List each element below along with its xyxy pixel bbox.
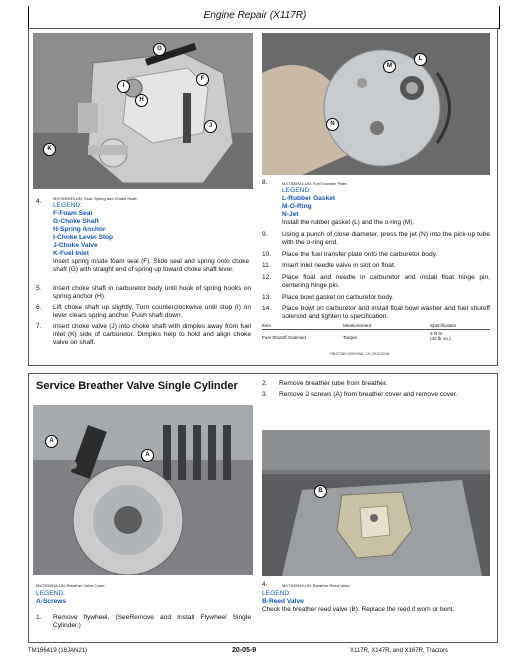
- photo2-caption: MX7300934-UN: Fuel Transfer Plate: [282, 181, 347, 186]
- callout-m: M: [383, 60, 396, 73]
- callout-f: F: [196, 73, 209, 86]
- spec-table: [262, 323, 490, 347]
- step4-number: 4.: [36, 198, 42, 205]
- page-header-title: Engine Repair (X117R): [203, 10, 307, 21]
- callout-h: H: [135, 94, 148, 107]
- legend-item-m: M-O-Ring: [282, 203, 312, 210]
- legend-heading-2: LEGEND:: [282, 187, 311, 194]
- callout-a-1: A: [45, 435, 58, 448]
- legend-item-f: F-Foam Seal: [53, 210, 93, 217]
- legend-item-j: J-Choke Valve: [53, 242, 98, 249]
- footer-doc-id: TM166419 (18JAN21): [28, 648, 88, 654]
- legend-item-l: L-Rubber Gasket: [282, 195, 336, 202]
- callout-b: B: [314, 485, 327, 498]
- fuel-plate-illustration: [262, 33, 490, 175]
- table-header-item: Item: [262, 323, 271, 328]
- legend-item-g: G-Choke Shaft: [53, 218, 99, 225]
- photo-choke-shaft: [33, 33, 253, 189]
- step4-text: Insert spring inside foam seal (F). Slide seal and spring onto choke shaft (G) with straight end of spring up toward choke shaft lever.: [53, 258, 249, 273]
- legend-item-i: I-Choke Lever Stop: [53, 234, 114, 241]
- callout-j: J: [204, 120, 217, 133]
- legend-heading-3: LEGEND:: [36, 590, 65, 597]
- reed-valve-illustration: [262, 430, 490, 576]
- reference-code: SE67359,000009A -19-29103016: [330, 351, 390, 356]
- callout-n: N: [326, 118, 339, 131]
- engine-illustration: [33, 405, 253, 575]
- legend-item-h: H-Spring Anchor: [53, 226, 106, 233]
- photo-fuel-transfer-plate: [262, 33, 490, 175]
- table-cell-item: Fuel Shutoff Solenoid: [262, 335, 306, 340]
- legend-item-k: K-Fuel Inlet: [53, 250, 89, 257]
- photo4-caption: MX7300919-UN: Breather Reed Valve: [282, 583, 350, 588]
- legend-item-n: N-Jet: [282, 211, 299, 218]
- callout-l: L: [414, 53, 427, 66]
- callout-a-2: A: [141, 449, 154, 462]
- section-title: Service Breather Valve Single Cylinder: [36, 380, 238, 392]
- footer-page-number: 20-05-9: [232, 647, 257, 654]
- table-header-measurement: Measurement: [343, 323, 372, 328]
- photo-breather-valve-cover: [33, 405, 253, 575]
- photo3-caption: MX7300918-UN: Breather Valve Cover: [36, 583, 105, 588]
- footer-models: X117R, X147R, and X167R, Tractors: [350, 648, 448, 654]
- legend-heading-1: LEGEND:: [53, 202, 82, 209]
- callout-i: I: [117, 80, 130, 93]
- table-rule: [262, 329, 490, 330]
- carburetor-illustration: [33, 33, 253, 189]
- step4b-number: 4.: [262, 581, 268, 588]
- legend-item-a: A-Screws: [36, 598, 67, 605]
- callout-k: K: [43, 143, 56, 156]
- callout-g: G: [153, 43, 166, 56]
- legend-heading-4: LEGEND:: [262, 590, 291, 597]
- table-cell-specification: 5 N·m (44 lb.-in.): [430, 331, 451, 341]
- step8-number: 8.: [262, 179, 268, 186]
- photo1-caption: MX7300933-UN: Seal, Spring and Choke Shaft: [53, 196, 137, 201]
- table-header-specification: Specification: [430, 323, 457, 328]
- legend-item-b: B-Reed Valve: [262, 598, 304, 605]
- step8-text: Install the rubber gasket (L) and the o-ring (M).: [282, 219, 415, 226]
- photo-breather-reed-valve: [262, 430, 490, 576]
- table-cell-measurement: Torque: [343, 335, 358, 340]
- step4b-text: Check the breather reed valve (B). Replace the reed if worn or bent.: [262, 606, 455, 613]
